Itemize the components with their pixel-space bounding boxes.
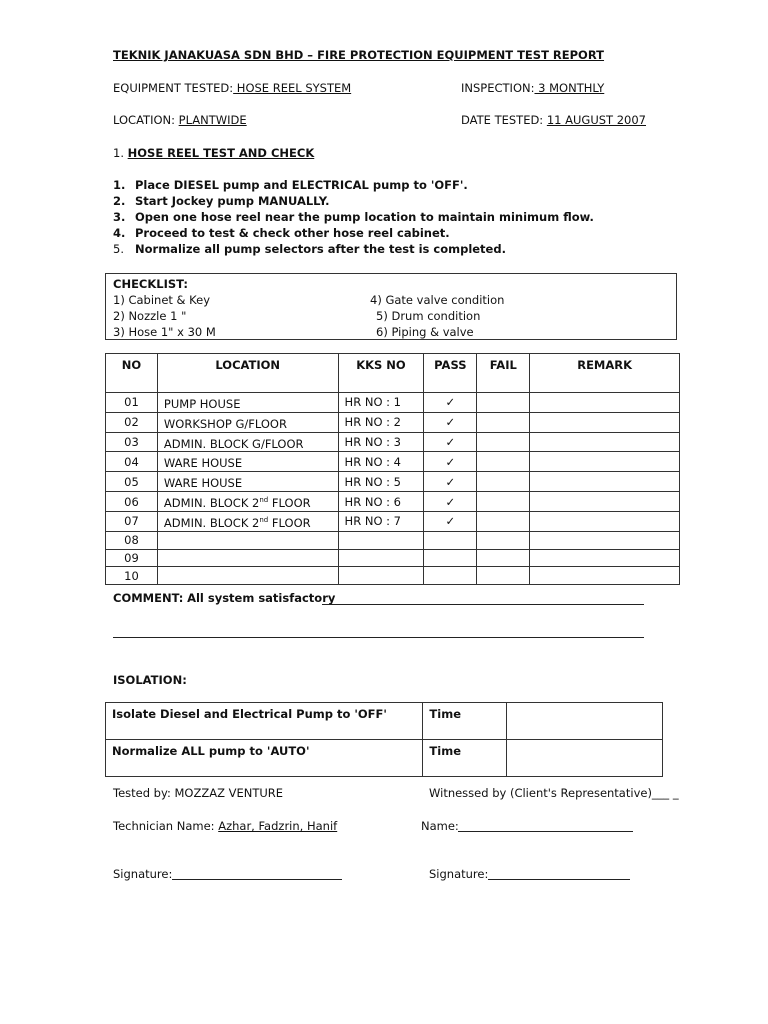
row-fail xyxy=(477,567,530,585)
row-location: ADMIN. BLOCK 2nd FLOOR xyxy=(157,511,338,531)
row-number: 09 xyxy=(106,549,158,567)
signature-label-left: Signature: xyxy=(113,867,173,881)
isolation-action: Isolate Diesel and Electrical Pump to 'OFF' xyxy=(106,703,423,740)
isolation-row xyxy=(106,740,663,777)
witness-name-line xyxy=(458,831,633,832)
row-kks: HR NO : 3 xyxy=(338,432,424,452)
step-item: 2. Start Jockey pump MANUALLY. xyxy=(113,194,330,208)
date-value: 11 AUGUST 2007 xyxy=(546,113,646,127)
table-header-row xyxy=(106,354,680,393)
pass-checkmark-icon: ✓ xyxy=(424,432,477,452)
comment xyxy=(113,591,335,605)
row-location xyxy=(157,531,338,549)
location xyxy=(113,113,247,127)
location-label: LOCATION: xyxy=(113,113,175,127)
row-remark xyxy=(530,452,680,472)
tested-by: Tested by: MOZZAZ VENTURE xyxy=(113,786,284,800)
row-kks: HR NO : 5 xyxy=(338,472,424,492)
row-number: 02 xyxy=(106,412,158,432)
row-remark xyxy=(530,412,680,432)
row-location: PUMP HOUSE xyxy=(157,393,338,413)
isolation-heading: ISOLATION: xyxy=(113,673,187,687)
row-location xyxy=(157,567,338,585)
checklist-item: 5) Drum condition xyxy=(376,309,481,323)
isolation-action: Normalize ALL pump to 'AUTO' xyxy=(106,740,423,777)
row-location: WARE HOUSE xyxy=(157,452,338,472)
table-row xyxy=(106,549,680,567)
isolation-time-value xyxy=(507,740,663,777)
row-fail xyxy=(477,549,530,567)
technician-label: Technician Name: xyxy=(113,819,215,833)
column-header: LOCATION xyxy=(157,354,338,393)
row-kks: HR NO : 6 xyxy=(338,492,424,512)
row-remark xyxy=(530,567,680,585)
table-row xyxy=(106,452,680,472)
comment-value: All system satisfactory xyxy=(187,591,336,605)
pass-checkmark-icon: ✓ xyxy=(424,393,477,413)
step-item: 5. Normalize all pump selectors after the test is completed. xyxy=(113,242,506,256)
isolation-time-value xyxy=(507,703,663,740)
row-kks xyxy=(338,549,424,567)
table-row xyxy=(106,531,680,549)
checklist-item: 6) Piping & valve xyxy=(376,325,474,339)
witnessed-by: Witnessed by (Client's Representative)___ _ xyxy=(429,786,679,800)
step-item: 1. Place DIESEL pump and ELECTRICAL pump to 'OFF'. xyxy=(113,178,468,192)
comment-underline xyxy=(322,604,644,605)
technician-name xyxy=(113,819,337,833)
row-pass xyxy=(424,531,477,549)
checklist-item: 2) Nozzle 1 " xyxy=(113,309,187,323)
witness-name-label: Name: xyxy=(421,819,459,833)
comment-label: COMMENT: xyxy=(113,591,184,605)
pass-checkmark-icon: ✓ xyxy=(424,472,477,492)
row-remark xyxy=(530,492,680,512)
row-number: 07 xyxy=(106,511,158,531)
location-value: PLANTWIDE xyxy=(178,113,247,127)
table-row xyxy=(106,412,680,432)
row-remark xyxy=(530,531,680,549)
row-kks: HR NO : 2 xyxy=(338,412,424,432)
row-remark xyxy=(530,549,680,567)
column-header: KKS NO xyxy=(338,354,424,393)
isolation-time-label: Time xyxy=(423,703,507,740)
row-fail xyxy=(477,452,530,472)
equipment-tested xyxy=(113,81,351,95)
equipment-label: EQUIPMENT TESTED: xyxy=(113,81,234,95)
inspection-label: INSPECTION: xyxy=(461,81,535,95)
checklist-box xyxy=(105,273,677,340)
table-row xyxy=(106,472,680,492)
row-number: 03 xyxy=(106,432,158,452)
table-row xyxy=(106,492,680,512)
row-pass xyxy=(424,567,477,585)
inspection xyxy=(461,81,604,95)
checklist-item: 4) Gate valve condition xyxy=(370,293,505,307)
checklist-item: 1) Cabinet & Key xyxy=(113,293,211,307)
row-remark xyxy=(530,472,680,492)
row-number: 06 xyxy=(106,492,158,512)
isolation-table xyxy=(105,702,663,777)
date-tested xyxy=(461,113,646,127)
pass-checkmark-icon: ✓ xyxy=(424,492,477,512)
report-title: TEKNIK JANAKUASA SDN BHD – FIRE PROTECTION EQUIPMENT TEST REPORT xyxy=(113,48,605,62)
row-location: ADMIN. BLOCK G/FLOOR xyxy=(157,432,338,452)
row-kks: HR NO : 1 xyxy=(338,393,424,413)
row-fail xyxy=(477,412,530,432)
row-fail xyxy=(477,472,530,492)
row-remark xyxy=(530,432,680,452)
row-location xyxy=(157,549,338,567)
table-row xyxy=(106,432,680,452)
row-remark xyxy=(530,393,680,413)
pass-checkmark-icon: ✓ xyxy=(424,452,477,472)
checklist-heading: CHECKLIST: xyxy=(113,277,188,291)
isolation-time-label: Time xyxy=(423,740,507,777)
pass-checkmark-icon: ✓ xyxy=(424,511,477,531)
table-row xyxy=(106,511,680,531)
signature-line-left xyxy=(172,879,342,880)
row-kks: HR NO : 4 xyxy=(338,452,424,472)
row-kks xyxy=(338,567,424,585)
technician-value: Azhar, Fadzrin, Hanif xyxy=(218,819,338,833)
equipment-value: HOSE REEL SYSTEM xyxy=(233,81,352,95)
signature-label-right: Signature: xyxy=(429,867,489,881)
isolation-row xyxy=(106,703,663,740)
row-fail xyxy=(477,432,530,452)
section-number: 1. xyxy=(113,146,124,160)
row-number: 08 xyxy=(106,531,158,549)
date-label: DATE TESTED: xyxy=(461,113,544,127)
step-item: 3. Open one hose reel near the pump location to maintain minimum flow. xyxy=(113,210,594,224)
table-row xyxy=(106,567,680,585)
row-fail xyxy=(477,393,530,413)
row-remark xyxy=(530,511,680,531)
row-kks xyxy=(338,531,424,549)
row-number: 10 xyxy=(106,567,158,585)
step-item: 4. Proceed to test & check other hose reel cabinet. xyxy=(113,226,450,240)
column-header: REMARK xyxy=(530,354,680,393)
column-header: PASS xyxy=(424,354,477,393)
signature-line-right xyxy=(488,879,630,880)
row-location: ADMIN. BLOCK 2nd FLOOR xyxy=(157,492,338,512)
column-header: NO xyxy=(106,354,158,393)
row-number: 05 xyxy=(106,472,158,492)
section-title: HOSE REEL TEST AND CHECK xyxy=(127,146,315,160)
pass-checkmark-icon: ✓ xyxy=(424,412,477,432)
row-fail xyxy=(477,531,530,549)
row-number: 01 xyxy=(106,393,158,413)
inspection-table xyxy=(105,353,680,585)
row-fail xyxy=(477,511,530,531)
row-kks: HR NO : 7 xyxy=(338,511,424,531)
row-location: WORKSHOP G/FLOOR xyxy=(157,412,338,432)
row-pass xyxy=(424,549,477,567)
row-fail xyxy=(477,492,530,512)
checklist-item: 3) Hose 1" x 30 M xyxy=(113,325,216,339)
row-number: 04 xyxy=(106,452,158,472)
row-location: WARE HOUSE xyxy=(157,472,338,492)
section-heading xyxy=(113,146,314,160)
inspection-value: 3 MONTHLY xyxy=(534,81,605,95)
table-row xyxy=(106,393,680,413)
comment-line xyxy=(113,637,644,638)
column-header: FAIL xyxy=(477,354,530,393)
